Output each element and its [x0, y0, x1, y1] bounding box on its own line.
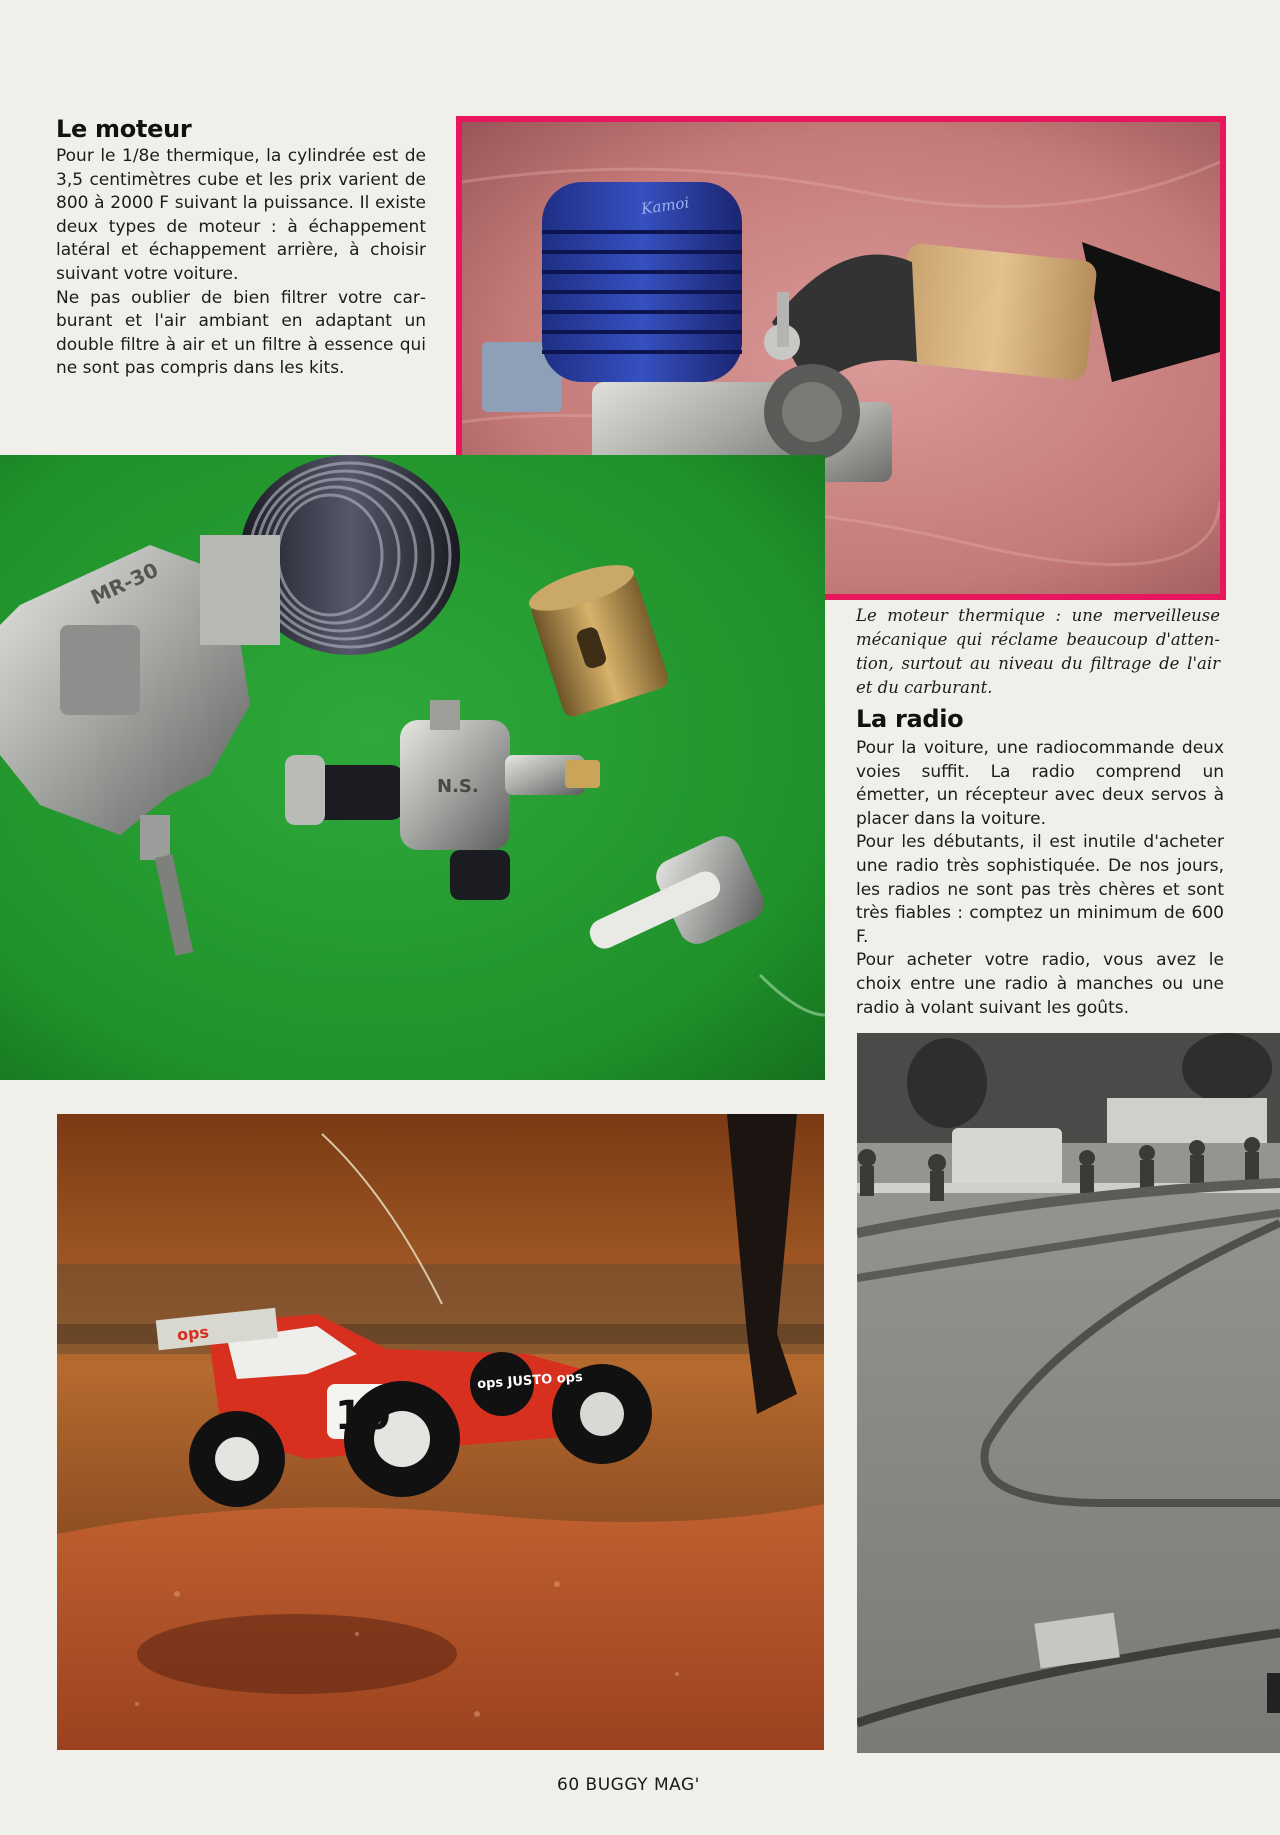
section-moteur: [56, 115, 426, 381]
radio-paragraph-2: Pour les débutants, il est inutile d'acheter une radio très sophistiquée. De nos jours, les radios ne sont pas très chères et sont très fiables : comptez un minimum de 600 F.: [856, 832, 1224, 947]
page-number: 60: [557, 1775, 580, 1795]
photo-track-bw: [857, 1033, 1280, 1753]
magazine-name: BUGGY MAG': [585, 1775, 700, 1795]
moteur-paragraph-2: Ne pas oublier de bien filtrer votre carburant et l'air ambiant en adaptant un double filtre à air et un filtre à essence qui ne sont pas compris dans les kits.: [56, 287, 426, 379]
engine-brand-engraving: Kamoi: [640, 193, 691, 218]
radio-body: [856, 737, 1224, 1020]
car-number: 10: [335, 1393, 391, 1439]
foam-air-filter: [896, 242, 1098, 381]
moteur-paragraph-1: Pour le 1/8e thermique, la cylindrée est de 3,5 centimètres cube et les prix varient de 800 à 2000 F suivant la puissance. Il existe deux types de moteur : à échappement latéral et échappement arrière, à choisir suivant votre voiture.: [56, 146, 426, 284]
side-sponsor: ops JUSTO ops: [476, 1369, 584, 1393]
section-radio: [856, 705, 1224, 1020]
photo-engine-parts-green: [0, 455, 825, 1080]
heading-radio: La radio: [856, 705, 964, 733]
heading-moteur: Le moteur: [56, 115, 192, 143]
photo-buggy-jump: [57, 1114, 824, 1750]
mr-engine-stamp: MR-30: [86, 557, 162, 610]
page-footer: [557, 1775, 700, 1795]
radio-paragraph-3: Pour acheter votre radio, vous avez le choix entre une radio à manches ou une radio à volant suivant les goûts.: [856, 950, 1224, 1018]
moteur-body: [56, 145, 426, 381]
radio-paragraph-1: Pour la voiture, une radiocommande deux voies suffit. La radio comprend un émetter, un récepteur avec deux servos à placer dans la voiture.: [856, 738, 1224, 829]
caption-moteur: Le moteur thermique : une merveilleuse mécanique qui réclame beaucoup d'attention, surtout au niveau du filtrage de l'air et du carburant.: [856, 606, 1220, 697]
ns-stamp: N.S.: [437, 776, 479, 797]
wing-sponsor: ops: [176, 1322, 210, 1345]
